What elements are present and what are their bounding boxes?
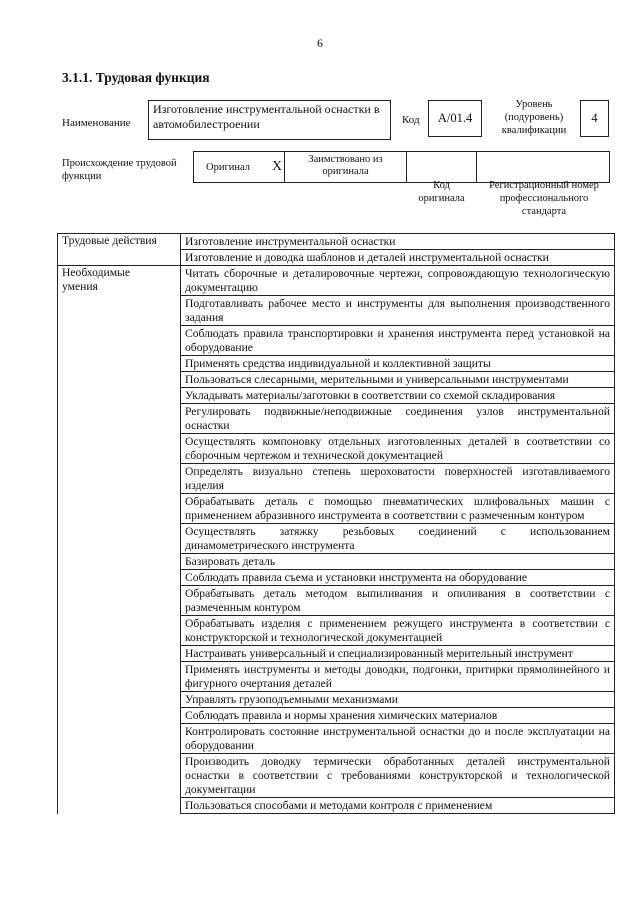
table-row [58,692,615,708]
table-row [58,570,615,586]
origin-label [62,157,177,183]
table-row [58,616,615,646]
code-label: Код [402,114,420,126]
skill-item: Базировать деталь [181,554,615,570]
reg-caption-line-3: стандарта [521,206,567,217]
original-label: Оригинал [206,162,250,173]
skill-item: Осуществлять компоновку отдельных изготовленных деталей в соответствии со сборочным чертежом и технической документацией [181,434,615,464]
skill-item: Обрабатывать деталь с помощью пневматических шлифовальных машин с применением абразивного инструмента в соответствии с размеченным контуром [181,494,615,524]
table-row [58,250,615,266]
skills-label-line-2: умения [62,280,98,293]
table-row [58,586,615,616]
name-value: Изготовление инструментальной оснастки в автомобилестроении [153,102,380,131]
table-row [58,388,615,404]
original-code-caption-line-1: Код [433,180,450,191]
skill-item: Применять средства индивидуальной и коллективной защиты [181,356,615,372]
table-row [58,662,615,692]
name-value-box [148,100,391,140]
labor-actions-label: Трудовые действия [58,234,181,250]
skills-label-line-1: Необходимые [62,266,130,279]
level-value: 4 [591,111,598,125]
skill-item: Осуществлять затяжку резьбовых соединений с использованием динамометрического инструмента [181,524,615,554]
borrowed-cell [284,151,407,183]
section-title: 3.1.1. Трудовая функция [62,70,210,85]
skill-item: Обрабатывать изделия с применением режущего инструмента в соответствии с конструкторской и технологической документацией [181,616,615,646]
table-row [58,234,615,250]
level-label-line-2: (подуровень) [504,112,564,123]
table-row [58,798,615,814]
table-row [58,266,615,296]
skill-item: Соблюдать правила транспортировки и хранения инструмента перед установкой на оборудование [181,326,615,356]
skill-item: Регулировать подвижные/неподвижные соединения узлов инструментальной оснастки [181,404,615,434]
labor-action-item: Изготовление и доводка шаблонов и деталей инструментальной оснастки [181,250,615,266]
level-label-line-3: квалификации [501,125,567,136]
skill-item: Управлять грузоподъемными механизмами [181,692,615,708]
skill-item: Укладывать материалы/заготовки в соответствии со схемой складирования [181,388,615,404]
table-row [58,524,615,554]
original-mark: X [272,159,283,174]
skill-item: Соблюдать правила съема и установки инструмента на оборудование [181,570,615,586]
skill-item: Пользоваться слесарными, мерительными и универсальными инструментами [181,372,615,388]
table-row [58,326,615,356]
skill-item: Читать сборочные и деталировочные чертежи, сопровождающую технологическую документацию [181,266,615,296]
skill-item: Настраивать универсальный и специализированный мерительный инструмент [181,646,615,662]
reg-number-caption [478,179,610,218]
level-label-line-1: Уровень [515,99,553,110]
labor-action-item: Изготовление инструментальной оснастки [181,234,615,250]
page-number: 6 [317,36,323,50]
table-row [58,708,615,724]
skill-item: Производить доводку термически обработанных деталей инструментальной оснастки в соответствии с требованиями конструкторской и технологической документации [181,754,615,798]
skill-item: Соблюдать правила и нормы хранения химических материалов [181,708,615,724]
original-code-caption-line-2: оригинала [418,193,465,204]
original-cell [193,151,285,183]
reg-caption-line-1: Регистрационный номер [489,180,599,191]
table-row [58,724,615,754]
table-row [58,464,615,494]
level-label [488,98,580,137]
origin-label-line-1: Происхождение трудовой [62,158,177,169]
skill-item: Определять визуально степень шероховатости поверхностей изготавливаемого изделия [181,464,615,494]
code-value-box [428,100,482,137]
table-row [58,372,615,388]
borrowed-label-line-2: оригинала [322,166,369,177]
skill-item: Пользоваться способами и методами контроля с применением [181,798,615,814]
borrowed-label-line-1: Заимствовано из [308,154,383,165]
skill-item: Обрабатывать деталь методом выпиливания и опиливания в соответствии с размеченным контуром [181,586,615,616]
table-row [58,404,615,434]
skill-item: Контролировать состояние инструментальной оснастки до и после эксплуатации на оборудовании [181,724,615,754]
original-code-caption [406,179,477,205]
table-row [58,646,615,662]
skill-item: Применять инструменты и методы доводки, подгонки, притирки прямолинейного и фигурного очертания деталей [181,662,615,692]
table-row [58,296,615,326]
skills-label [58,266,181,296]
table-row [58,554,615,570]
table-row [58,494,615,524]
table-row [58,754,615,798]
table-row [58,356,615,372]
functions-table [57,233,615,814]
level-value-box [580,100,609,137]
skill-item: Подготавливать рабочее место и инструменты для выполнения производственного задания [181,296,615,326]
code-value: А/01.4 [437,111,473,125]
table-row [58,434,615,464]
name-label: Наименование [62,117,131,129]
reg-caption-line-2: профессионального [499,193,589,204]
origin-label-line-2: функции [62,171,102,182]
